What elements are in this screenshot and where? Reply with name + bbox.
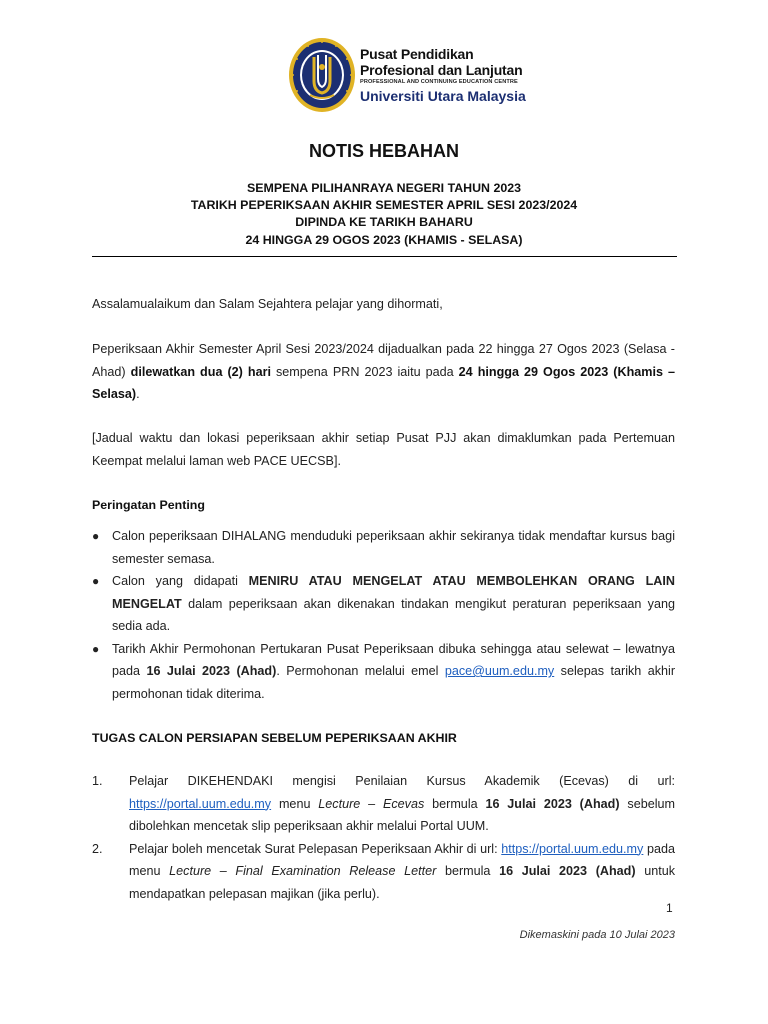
item1-text-a: Pelajar DIKEHENDAKI mengisi Penilaian Kursus Akademik (Ecevas) di url:: [129, 774, 675, 788]
university-seal-icon: [288, 37, 356, 113]
header-divider: [92, 256, 677, 257]
email-link[interactable]: pace@uum.edu.my: [444, 664, 555, 678]
list-item: [92, 770, 675, 838]
para1-bold-dates: 24 hingga 29 Ogos 2023 (Khamis – Selasa): [92, 364, 676, 401]
list-item: [92, 638, 675, 706]
item1-text-f: sebelum dibolehkan mencetak slip peperiksaan akhir melalui Portal UUM.: [129, 796, 675, 833]
item1-menu-path: Lecture – Ecevas: [318, 796, 425, 811]
portal-link[interactable]: https://portal.uum.edu.my: [501, 841, 644, 856]
institution-logo: [288, 37, 526, 113]
item-number: 1.: [92, 774, 103, 788]
subheading-line-4: 24 HINGGA 29 OGOS 2023 (KHAMIS - SELASA): [245, 232, 523, 247]
logo-line-2: Profesional dan Lanjutan: [360, 62, 523, 79]
paragraph-schedule-note: [Jadual waktu dan lokasi peperiksaan akhir setiap Pusat PJJ akan dimaklumkan pada Pertemuan Keempat melalui laman web PACE UECSB].: [92, 431, 675, 468]
para1-bold-delay: dilewatkan dua (2) hari: [130, 364, 271, 379]
bullet3-text-c: . Permohonan melalui emel: [276, 664, 445, 678]
warning-list: [92, 525, 675, 705]
bullet-icon: ●: [92, 641, 100, 656]
bullet-icon: ●: [92, 574, 100, 588]
logo-line-3: PROFESSIONAL AND CONTINUING EDUCATION CENTRE: [360, 79, 518, 86]
bullet3-text-d: selepas tarikh akhir permohonan tidak diterima.: [112, 664, 676, 701]
list-item: [92, 525, 675, 570]
greeting: Assalamualaikum dan Salam Sejahtera pelajar yang dihormati,: [92, 297, 443, 311]
list-item: [92, 570, 675, 638]
logo-line-4: Universiti Utara Malaysia: [360, 87, 526, 104]
subheading-line-2: TARIKH PEPERIKSAAN AKHIR SEMESTER APRIL SESI 2023/2024: [190, 198, 578, 213]
notice-subheading: [0, 180, 768, 249]
item2-text-b: pada menu: [129, 841, 676, 878]
duties-list: [92, 770, 675, 905]
item2-text-d: bermula: [436, 864, 500, 878]
item1-text-d: bermula: [424, 796, 486, 811]
bullet2-text-c: dalam peperiksaan akan dikenakan tindakan mengikut peraturan peperiksaan yang sedia ada.: [112, 596, 675, 633]
item2-bold-date: 16 Julai 2023 (Ahad): [499, 864, 636, 878]
page-number: 1: [666, 901, 673, 915]
para1-text-a: Peperiksaan Akhir Semester April Sesi 2023/2024 dijadualkan pada 22 hingga 27 Ogos 2023 (Selasa - Ahad): [92, 342, 675, 379]
warning-heading: Peringatan Penting: [92, 498, 205, 512]
bullet2-bold: MENIRU ATAU MENGELAT ATAU MEMBOLEHKAN ORANG LAIN MENGELAT: [112, 574, 675, 611]
item2-text-f: untuk mendapatkan pelepasan majikan (jika perlu).: [129, 864, 675, 901]
subheading-line-1: SEMPENA PILIHANRAYA NEGERI TAHUN 2023: [246, 181, 522, 195]
subheading-line-3: DIPINDA KE TARIKH BAHARU: [295, 215, 473, 230]
portal-link[interactable]: https://portal.uum.edu.my: [129, 796, 272, 811]
bullet3-text-a: Tarikh Akhir Permohonan Pertukaran Pusat Peperiksaan dibuka sehingga atau selewat – lewatnya pada: [112, 641, 675, 678]
bullet2-text-a: Calon yang didapati: [112, 574, 249, 588]
notice-title: NOTIS HEBAHAN: [308, 141, 459, 161]
bullet3-bold-date: 16 Julai 2023 (Ahad): [146, 664, 277, 678]
duties-heading: TUGAS CALON PERSIAPAN SEBELUM PEPERIKSAAN AKHIR: [92, 731, 457, 745]
bullet1-text: Calon peperiksaan DIHALANG menduduki peperiksaan akhir sekiranya tidak mendaftar kursus bagi semester semasa.: [112, 529, 675, 566]
bullet-icon: ●: [92, 529, 100, 543]
item2-text-a: Pelajar boleh mencetak Surat Pelepasan Peperiksaan Akhir di url:: [129, 841, 502, 856]
item2-menu-path: Lecture – Final Examination Release Letter: [169, 864, 437, 878]
para1-text-e: .: [136, 387, 140, 401]
paragraph-exam-dates: [92, 338, 675, 406]
list-item: [92, 838, 675, 906]
updated-date: Dikemaskini pada 10 Julai 2023: [519, 929, 675, 941]
item1-text-b: menu: [271, 796, 319, 811]
item-number: 2.: [92, 841, 103, 856]
para1-text-c: sempena PRN 2023 iaitu pada: [270, 364, 459, 379]
logo-line-1: Pusat Pendidikan: [360, 46, 474, 63]
item1-bold-date: 16 Julai 2023 (Ahad): [485, 796, 620, 811]
